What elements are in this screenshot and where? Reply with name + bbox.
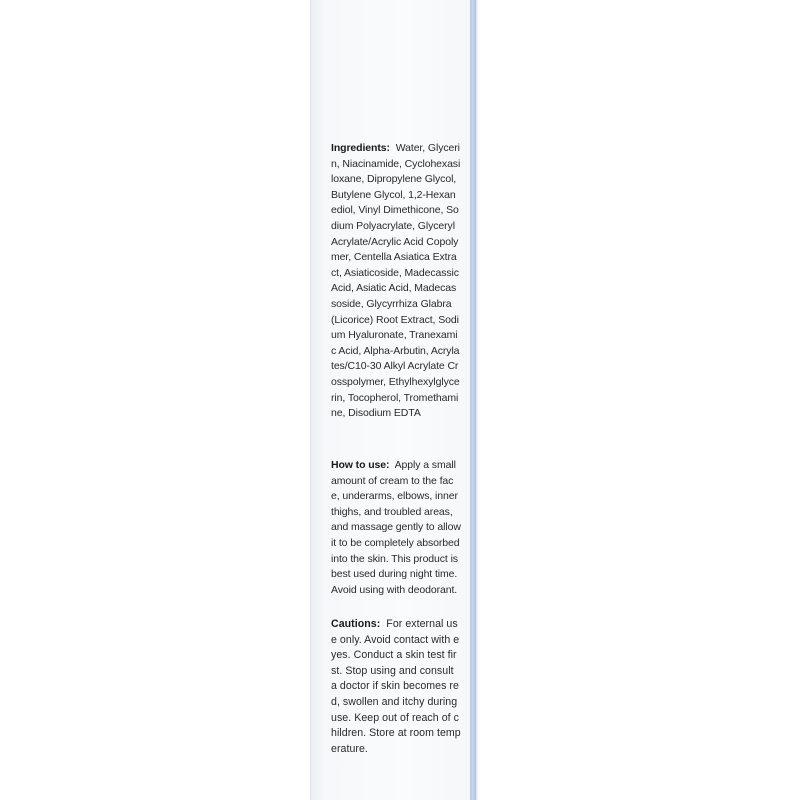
- cautions-text: For external use only. Avoid contact with eyes. Conduct a skin test first. Stop using and consult a doctor if skin becomes red, swollen and itchy during use. Keep out of reach of children. Store at room temperature.: [331, 618, 461, 755]
- ingredients-section: [331, 141, 461, 422]
- ingredients-heading: Ingredients:: [331, 142, 390, 154]
- box-edge-highlight: [476, 0, 479, 800]
- ingredients-text: Water, Glycerin, Niacinamide, Cyclohexasiloxane, Dipropylene Glycol, Butylene Glycol, 1,2-Hexanediol, Vinyl Dimethicone, Sodium Polyacrylate, Glyceryl Acrylate/Acrylic Acid Copolymer, Centella Asiatica Extract, Asiaticoside, Madecassic Acid, Asiatic Acid, Madecassoside, Glycyrrhiza Glabra (Licorice) Root Extract, Sodium Hyaluronate, Tranexamic Acid, Alpha-Arbutin, Acrylates/C10-30 Alkyl Acrylate Crosspolymer, Ethylhexylglycerin, Tocopherol, Tromethamine, Disodium EDTA: [331, 142, 461, 420]
- how-to-use-text: Apply a small amount of cream to the face, underarms, elbows, inner thighs, and troubled areas, and massage gently to allow it to be completely absorbed into the skin. This product is best used during night time. Avoid using with deodorant.: [331, 459, 461, 596]
- how-to-use-section: [331, 458, 461, 598]
- how-to-use-heading: How to use:: [331, 459, 390, 471]
- cautions-section: [331, 617, 461, 757]
- cautions-heading: Cautions:: [331, 618, 381, 630]
